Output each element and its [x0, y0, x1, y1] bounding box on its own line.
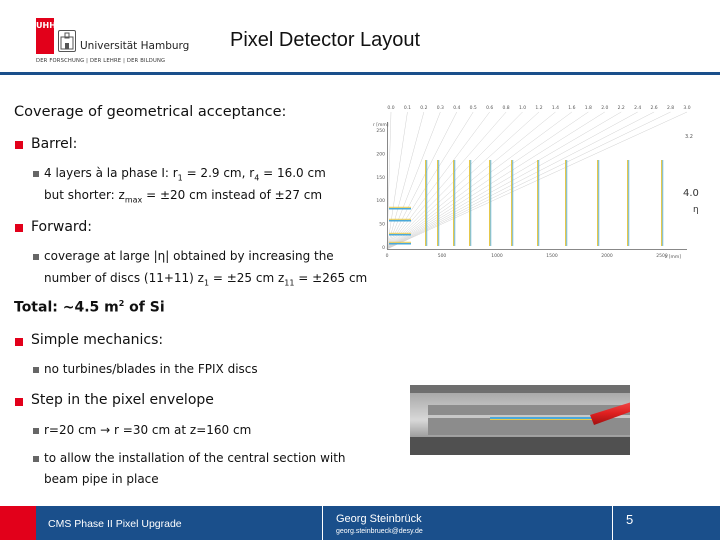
forward-disc-edge — [512, 160, 513, 246]
forward-disc — [489, 160, 490, 246]
page-number: 5 — [626, 512, 634, 527]
x-tick-label: 1000 — [491, 254, 503, 259]
eta-tick-label: 2.2 — [617, 106, 625, 111]
bullet-square-icon — [15, 338, 23, 346]
eta-tick-label: 0.4 — [453, 106, 461, 111]
forward-disc — [597, 160, 598, 246]
bullet-square-icon — [15, 141, 23, 149]
eta-tick-label: 2.0 — [601, 106, 609, 111]
forward-disc-edge — [628, 160, 629, 246]
y-tick-label: 200 — [376, 152, 385, 158]
forward-disc — [469, 160, 470, 246]
eta-line — [387, 112, 588, 249]
forward-line-1: coverage at large |η| obtained by increasing the — [44, 249, 334, 263]
y-tick-label: 100 — [376, 199, 385, 205]
eta-tick-label: 0.0 — [387, 106, 395, 111]
forward-disc — [565, 160, 566, 246]
bullet-square-icon — [15, 224, 23, 232]
eta-tick-label: 0.3 — [436, 106, 444, 111]
forward-label: Forward: — [31, 219, 93, 235]
eta-tick-label: 1.8 — [584, 106, 592, 111]
forward-disc-edge — [538, 160, 539, 246]
eta-tick-label: 2.6 — [650, 106, 658, 111]
bullet-small-icon — [33, 254, 39, 260]
footer-email: georg.steinbrueck@desy.de — [336, 528, 423, 535]
title-divider — [0, 72, 720, 75]
forward-disc — [537, 160, 538, 246]
forward-disc — [511, 160, 512, 246]
eta-tick-label: 3.0 — [683, 106, 691, 111]
barrel-layer — [389, 220, 411, 222]
forward-disc-edge — [470, 160, 471, 246]
eta-tick-label: 2.8 — [666, 106, 675, 111]
forward-disc-edge — [454, 160, 455, 246]
eta-line — [387, 112, 424, 249]
step-item-2-line-2: beam pipe in place — [44, 472, 159, 486]
eta-tick-label: 1.6 — [568, 106, 576, 111]
eta-tick-label: 0.5 — [469, 106, 477, 111]
eta-axis-label: η — [693, 205, 699, 215]
barrel-layer-edge — [389, 233, 411, 234]
eta-right-label: 3.2 — [685, 134, 693, 140]
page-title: Pixel Detector Layout — [230, 29, 421, 51]
barrel-line-1: 4 layers à la phase I: $r_1 = 2.9$ cm, $r_4 = 16.0$ cm — [44, 166, 326, 183]
barrel-line-2: but shorter: $z_{max} = \pm 20$ cm instead of ±27 cm — [44, 188, 323, 205]
eta-tick-label: 0.1 — [403, 106, 412, 111]
total-area: Total: ~4.5 $m^2$ of Si — [14, 299, 165, 316]
forward-disc-edge — [662, 160, 663, 246]
step-item-2-line-1: to allow the installation of the central section with — [44, 451, 346, 465]
forward-disc-edge — [566, 160, 567, 246]
x-tick-label: 1500 — [546, 254, 558, 259]
forward-disc-edge — [438, 160, 439, 246]
eta-value-label: 4.0 — [683, 188, 699, 199]
y-tick-label: 0 — [382, 246, 385, 251]
eta-tick-label: 0.8 — [502, 106, 510, 111]
x-tick-label: 0 — [385, 254, 389, 259]
footer-divider — [612, 506, 613, 540]
forward-disc-edge — [426, 160, 427, 246]
forward-disc — [627, 160, 628, 246]
x-axis-unit: z [mm] — [665, 255, 682, 260]
eta-tick-label: 0.2 — [420, 106, 428, 111]
y-tick-label: 50 — [379, 222, 385, 228]
eta-line — [387, 112, 605, 249]
eta-tick-label: 0.6 — [486, 106, 494, 111]
bullet-square-icon — [15, 398, 23, 406]
x-tick-label: 500 — [437, 254, 447, 259]
forward-disc — [453, 160, 454, 246]
eta-tick-label: 1.0 — [518, 106, 527, 111]
bullet-small-icon — [33, 428, 39, 434]
forward-line-2: number of discs (11+11) $z_1 = \pm 25$ cm $z_{11} = \pm 265$ cm — [44, 271, 368, 288]
eta-line — [387, 112, 490, 249]
barrel-layer-edge — [389, 219, 411, 220]
logo-seal-icon — [58, 30, 76, 52]
mechanics-item: no turbines/blades in the FPIX discs — [44, 362, 258, 376]
forward-disc-edge — [490, 160, 491, 246]
barrel-layer-edge — [389, 207, 411, 208]
y-tick-label: 250 — [376, 129, 385, 134]
logo-tagline: DER FORSCHUNG | DER LEHRE | DER BILDUNG — [36, 58, 166, 64]
barrel-label: Barrel: — [31, 136, 78, 152]
barrel-layer — [389, 234, 411, 236]
university-logo — [36, 18, 190, 66]
eta-tick-label: 1.4 — [551, 106, 560, 111]
barrel-layer — [389, 243, 411, 245]
bullet-small-icon — [33, 456, 39, 462]
coverage-heading: Coverage of geometrical acceptance: — [14, 104, 287, 120]
footer-divider — [322, 506, 323, 540]
forward-disc — [425, 160, 426, 246]
logo-mark: UHH — [36, 18, 54, 54]
step-label: Step in the pixel envelope — [31, 392, 214, 408]
step-item-1: r=20 cm → r =30 cm at z=160 cm — [44, 423, 252, 437]
x-tick-label: 2000 — [601, 254, 613, 259]
eta-tick-label: 1.2 — [535, 106, 543, 111]
barrel-layer — [389, 208, 411, 210]
forward-disc — [437, 160, 438, 246]
x-tick-label: 2500 — [656, 254, 668, 259]
y-axis-unit: r [mm] — [373, 123, 389, 128]
bullet-small-icon — [33, 367, 39, 373]
bullet-small-icon — [33, 171, 39, 177]
eta-line — [387, 112, 555, 249]
forward-disc-edge — [598, 160, 599, 246]
barrel-layer-edge — [389, 242, 411, 243]
eta-line — [387, 112, 539, 249]
mechanics-label: Simple mechanics: — [31, 332, 164, 348]
eta-line — [387, 112, 638, 249]
forward-disc — [661, 160, 662, 246]
eta-line — [387, 112, 473, 249]
beam-pipe-picture — [410, 385, 630, 455]
y-tick-label: 150 — [376, 175, 385, 181]
footer-author: Georg Steinbrück — [336, 513, 422, 525]
logo-name: Universität Hamburg — [80, 40, 190, 52]
layout-plot — [365, 100, 705, 265]
eta-line — [387, 112, 572, 249]
eta-tick-label: 2.4 — [634, 106, 642, 111]
footer-talk-title: CMS Phase II Pixel Upgrade — [48, 518, 182, 530]
footer-accent — [0, 506, 36, 540]
